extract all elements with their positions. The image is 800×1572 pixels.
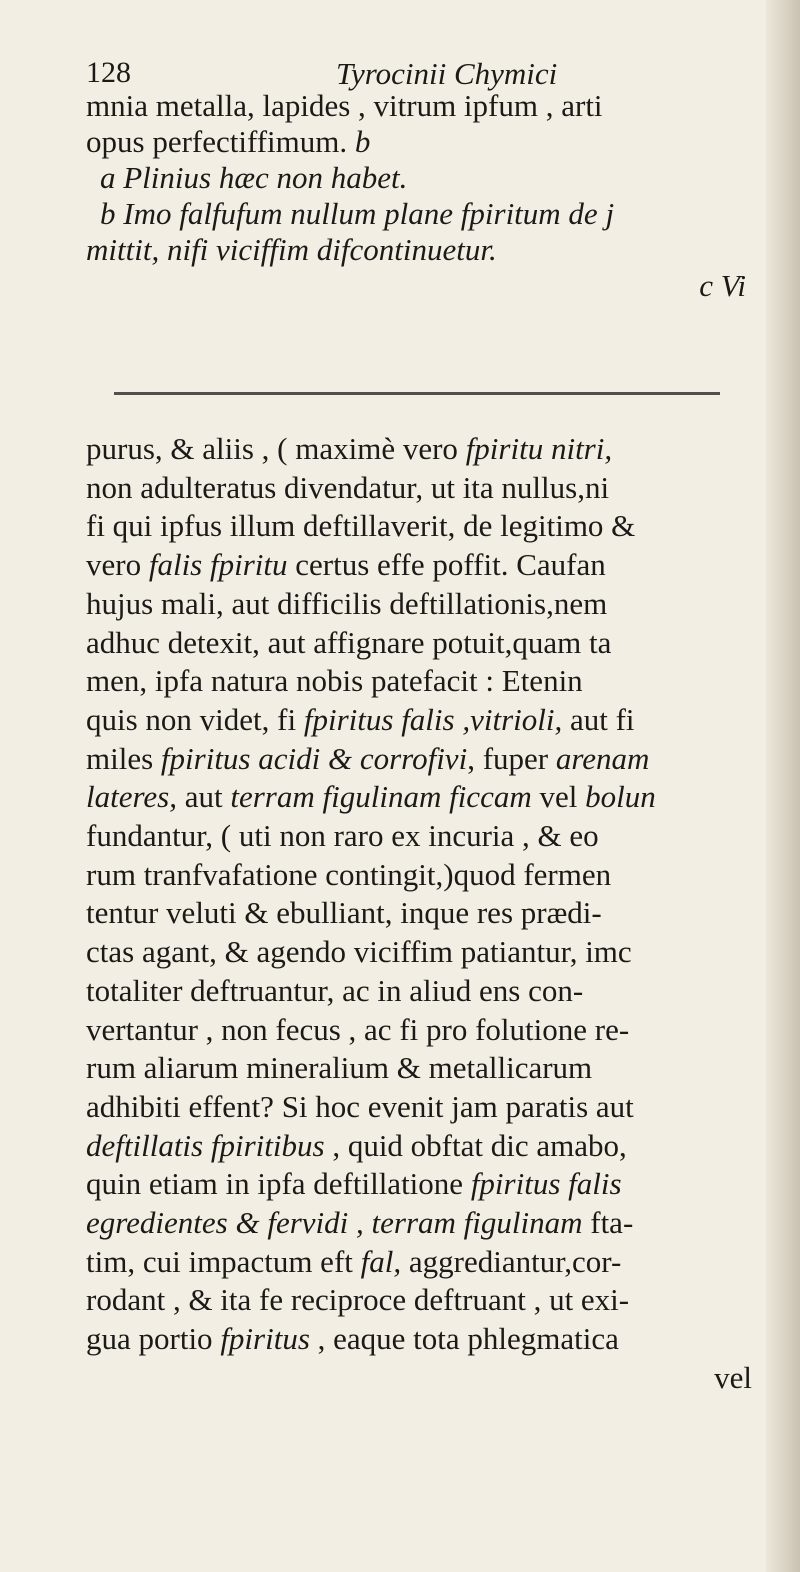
roman-text: fta- xyxy=(582,1205,634,1241)
italic-text: fpiritu nitri, xyxy=(465,431,613,466)
italic-text: fpiritus falis ,vitrioli, xyxy=(303,701,563,737)
text-line xyxy=(86,1011,796,1050)
italic-text: fpiritus falis xyxy=(470,1166,622,1202)
italic-text: terram figulinam ficcam xyxy=(230,779,532,815)
italic-text: fpiritus acidi & corrofivi xyxy=(160,740,468,776)
roman-text: fi qui ipfus illum deftillaverit, de legitimo & xyxy=(86,508,636,544)
roman-text: purus, & aliis , ( maximè vero xyxy=(86,431,466,466)
italic-text: fal, xyxy=(360,1243,402,1279)
text-line xyxy=(86,624,796,663)
text-line xyxy=(86,1165,796,1204)
text-line xyxy=(86,778,796,817)
roman-text: quin etiam in ipfa deftillatione xyxy=(86,1166,471,1202)
text-line xyxy=(86,124,786,160)
italic-text: b xyxy=(354,124,371,159)
running-title: Tyrocinii Chymici xyxy=(336,56,558,91)
text-line xyxy=(86,856,796,895)
italic-text: bolun xyxy=(585,779,656,815)
italic-text: egredientes & fervidi , terram figulinam xyxy=(86,1205,583,1241)
text-line xyxy=(86,469,796,508)
roman-text: rum aliarum mineralium & metallicarum xyxy=(86,1050,593,1086)
roman-text: totaliter deftruantur, ac in aliud ens con- xyxy=(86,972,584,1008)
roman-text: gua portio xyxy=(86,1321,221,1357)
separator-rule xyxy=(114,392,720,395)
italic-text: fpiritus xyxy=(220,1321,310,1357)
italic-text: deftillatis fpiritibus xyxy=(86,1127,325,1163)
roman-text: adhibiti effent? Si hoc evenit jam paratis aut xyxy=(86,1088,634,1124)
top-text-lines xyxy=(86,88,786,160)
roman-text: aut fi xyxy=(562,701,635,737)
roman-text: rum tranfvafatione contingit,)quod fermen xyxy=(86,856,612,892)
roman-text: miles xyxy=(86,740,161,776)
roman-text: non adulteratus divendatur, ut ita nullus,ni xyxy=(86,469,610,505)
roman-text: vertantur , non fecus , ac fi pro folutione re- xyxy=(86,1011,630,1047)
roman-text: fundantur, ( uti non raro ex incuria , & eo xyxy=(86,818,599,854)
roman-text: tentur veluti & ebulliant, inque res prædi- xyxy=(86,895,602,931)
roman-text: vel xyxy=(531,779,586,815)
text-line xyxy=(86,894,796,933)
text-line xyxy=(86,817,796,856)
footnote-b-line-2: mittit, nifi viciffim difcontinuetur. xyxy=(86,232,497,267)
footnote-b-line-1: b Imo falfufum nullum plane fpiritum de j xyxy=(100,196,615,231)
italic-text: arenam xyxy=(555,740,650,776)
top-text-block xyxy=(86,88,786,304)
text-line xyxy=(86,933,796,972)
roman-text: ctas agant, & agendo viciffim patiantur, imc xyxy=(86,934,632,970)
text-line xyxy=(86,1281,796,1320)
text-line xyxy=(86,972,796,1011)
roman-text: men, ipfa natura nobis patefacit : Etenin xyxy=(86,663,583,699)
roman-text: , eaque tota phlegmatica xyxy=(309,1321,619,1357)
roman-text: , fuper xyxy=(467,740,556,776)
catchword: vel xyxy=(714,1359,752,1395)
text-line xyxy=(86,662,796,701)
text-line xyxy=(86,507,796,546)
roman-text: aggrediantur,cor- xyxy=(401,1243,622,1279)
text-line xyxy=(86,430,796,469)
roman-text: , quid obftat dic amabo, xyxy=(324,1127,627,1163)
text-line xyxy=(86,1088,796,1127)
text-line xyxy=(86,740,796,779)
text-line xyxy=(86,1049,796,1088)
page-number: 128 xyxy=(86,56,131,89)
roman-text: opus perfectiffimum. xyxy=(86,124,355,159)
roman-text: mnia metalla, lapides , vitrum ipfum , arti xyxy=(86,88,603,123)
body-lines xyxy=(86,430,796,1359)
roman-text: rodant , & ita fe reciproce deftruant , ut exi- xyxy=(86,1282,630,1318)
text-line xyxy=(86,1204,796,1243)
text-line xyxy=(86,585,796,624)
footnote-a: a Plinius hæc non habet. xyxy=(100,160,408,195)
roman-text: quis non videt, fi xyxy=(86,701,304,737)
roman-text: hujus mali, aut difficilis deftillationis,nem xyxy=(86,585,608,621)
italic-text: lateres, xyxy=(86,779,177,815)
roman-text: aut xyxy=(176,779,231,815)
main-body-text xyxy=(86,430,796,1398)
footnote-c: c Vi xyxy=(699,268,746,303)
text-line xyxy=(86,1243,796,1282)
italic-text: falis fpiritu xyxy=(148,547,288,583)
text-line xyxy=(86,546,796,585)
text-line xyxy=(86,1127,796,1166)
roman-text: certus effe poffit. Caufan xyxy=(287,547,606,583)
text-line xyxy=(86,1320,796,1359)
roman-text: adhuc detexit, aut affignare potuit,quam ta xyxy=(86,624,612,660)
text-line xyxy=(86,701,796,740)
text-line xyxy=(86,88,786,124)
roman-text: vero xyxy=(86,547,149,583)
roman-text: tim, cui impactum eft xyxy=(86,1243,361,1279)
